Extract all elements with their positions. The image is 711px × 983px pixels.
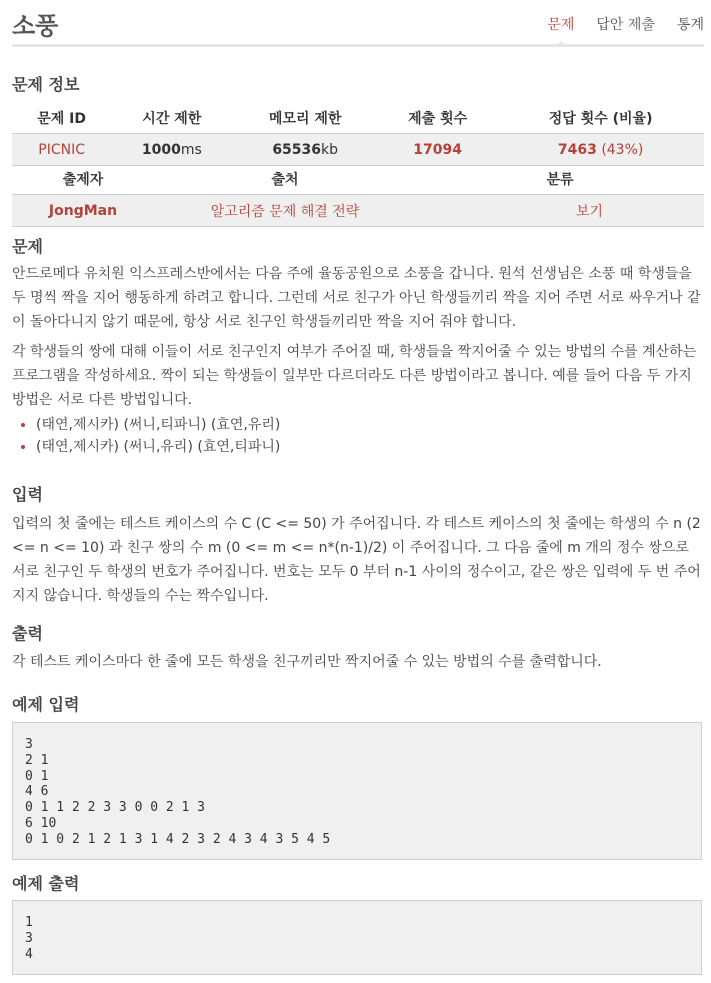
tab-stats[interactable]: 통계 <box>676 17 704 33</box>
sample-input-box[interactable]: 3 2 1 0 1 4 6 0 1 1 2 2 3 3 0 0 2 1 3 6 10 0 1 0 2 1 2 1 3 1 4 2 3 2 4 3 4 3 5 4 5 <box>12 722 702 860</box>
problem-id: PICNIC <box>12 134 111 166</box>
sample-output-box[interactable]: 1 3 4 <box>12 900 702 975</box>
col-category: 분류 <box>546 171 574 188</box>
time-limit: 1000ms <box>111 134 232 166</box>
col-time-limit: 시간 제한 <box>142 110 202 127</box>
list-item: • (태연,제시카) (써니,티파니) (효연,유리) <box>36 414 280 436</box>
problem-paragraph-1: 안드로메다 유치원 익스프레스반에서는 다음 주에 율동공원으로 소풍을 갑니다. 원석 선생님은 소풍 때 학생들을 두 명씩 짝을 지어 행동하게 하려고 합니다. 그런데 서로 친구가 아닌 학생들끼리 짝을 지어 주면 서로 싸우거나 같이 돌아다니지 않기 때문에, 항상 서로 친구인 학생들끼리만 짝을 지어 줘야 합니다. <box>12 266 701 330</box>
sample-output-heading: 예제 출력 <box>12 874 80 893</box>
col-source: 출처 <box>271 171 299 188</box>
info-table-1 <box>12 102 704 166</box>
list-item: • (태연,제시카) (써니,유리) (효연,티파니) <box>36 436 280 458</box>
problem-heading: 문제 <box>12 237 43 256</box>
output-description: 각 테스트 케이스마다 한 줄에 모든 학생을 친구끼리만 짝지어줄 수 있는 방법의 수를 출력합니다. <box>12 654 602 670</box>
source-link[interactable]: 알고리즘 문제 해결 전략 <box>154 195 416 227</box>
tab-bar <box>547 14 704 34</box>
col-accepted: 정답 횟수 (비율) <box>548 110 653 127</box>
output-heading: 출력 <box>12 624 43 643</box>
info-heading: 문제 정보 <box>12 75 80 94</box>
input-heading: 입력 <box>12 485 43 504</box>
sample-input-heading: 예제 입력 <box>12 695 80 714</box>
example-list <box>18 414 280 458</box>
submission-count[interactable]: 17094 <box>378 134 497 166</box>
col-memory-limit: 메모리 제한 <box>268 110 342 127</box>
tab-submit[interactable]: 답안 제출 <box>596 17 655 33</box>
page-header <box>12 0 704 47</box>
col-submissions: 제출 횟수 <box>408 110 468 127</box>
problem-paragraph-2: 각 학생들의 쌍에 대해 이들이 서로 친구인지 여부가 주어질 때, 학생들을 짝지어줄 수 있는 방법의 수를 계산하는 프로그램을 작성하세요. 짝이 되는 학생들이 일부만 다르더라도 다른 방법이라고 봅니다. 예를 들어 다음 두 가지 방법은 서로 다른 방법입니다. <box>12 344 697 408</box>
memory-limit: 65536kb <box>232 134 378 166</box>
tab-problem[interactable]: 문제 <box>547 14 574 34</box>
category-toggle[interactable]: 보기 <box>416 195 704 227</box>
col-author: 출제자 <box>62 171 104 188</box>
page-title: 소풍 <box>12 12 59 40</box>
info-table-2 <box>12 163 704 227</box>
accepted-count[interactable]: 7463 (43%) <box>497 134 704 166</box>
col-problem-id: 문제 ID <box>37 110 87 127</box>
author-link[interactable]: JongMan <box>12 195 154 227</box>
input-description: 입력의 첫 줄에는 테스트 케이스의 수 C (C <= 50) 가 주어집니다. 각 테스트 케이스의 첫 줄에는 학생의 수 n (2 <= n <= 10) 과 친구 쌍의 수 m (0 <= m <= n*(n-1)/2) 이 주어집니다. 그 다음 줄에 m 개의 정수 쌍으로 서로 친구인 두 학생의 번호가 주어집니다. 번호는 모두 0 부터 n-1 사이의 정수이고, 같은 쌍은 입력에 두 번 주어지지 않습니다. 학생들의 수는 짝수입니다. <box>12 516 701 604</box>
